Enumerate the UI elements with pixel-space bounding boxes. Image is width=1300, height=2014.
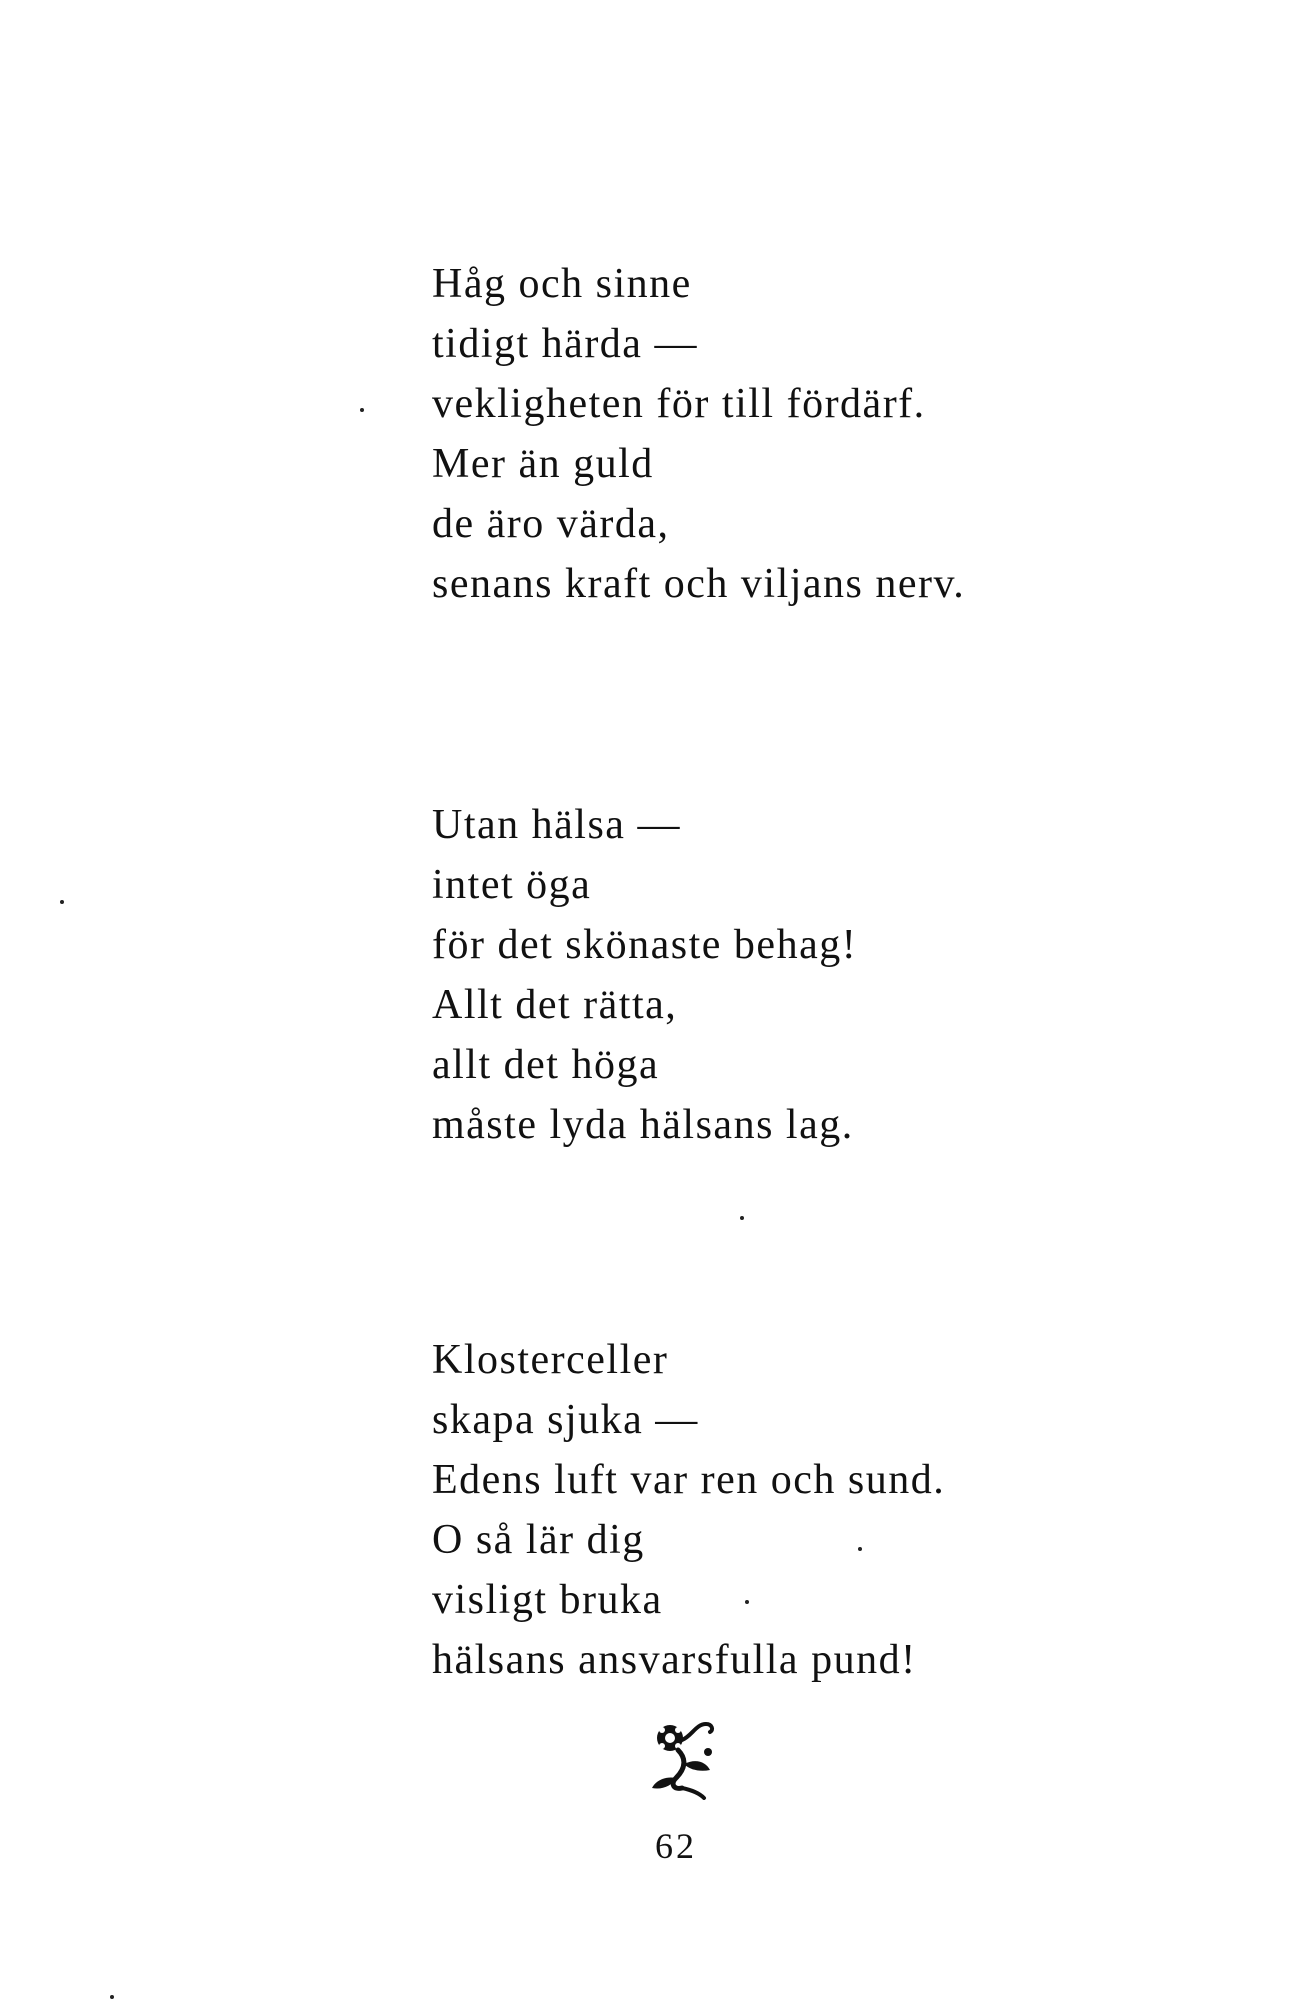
poem-line: senans kraft och viljans nerv.: [432, 561, 966, 607]
poem-line: vekligheten för till fördärf.: [432, 381, 926, 427]
stanza-1: [432, 254, 965, 614]
scan-speck: [360, 408, 364, 412]
poem-line: för det skönaste behag!: [432, 922, 858, 968]
poem-line: visligt bruka: [432, 1577, 663, 1623]
poem-line: Håg och sinne: [432, 261, 692, 307]
stanza-3: [432, 1330, 945, 1690]
scan-speck: [740, 1216, 744, 1220]
poem-line: allt det höga: [432, 1042, 660, 1088]
scan-speck: [858, 1547, 862, 1551]
floral-vignette-icon: [648, 1718, 724, 1800]
poem-line: Mer än guld: [432, 441, 654, 487]
poem-line: Utan hälsa —: [432, 802, 681, 848]
scan-speck: [745, 1600, 749, 1604]
poem-line: intet öga: [432, 862, 592, 908]
poem-line: O så lär dig: [432, 1517, 645, 1563]
poem-line: tidigt härda —: [432, 321, 698, 367]
poem-line: hälsans ansvarsfulla pund!: [432, 1637, 917, 1683]
poem-line: måste lyda hälsans lag.: [432, 1102, 854, 1148]
scan-speck: [110, 1995, 114, 1999]
poem-line: skapa sjuka —: [432, 1397, 699, 1443]
page-number: 62: [655, 1826, 697, 1866]
poem-line: de äro värda,: [432, 501, 670, 547]
scan-speck: [60, 900, 64, 904]
poem-line: Allt det rätta,: [432, 982, 678, 1028]
poem-line: Edens luft var ren och sund.: [432, 1457, 946, 1503]
poem-line: Klosterceller: [432, 1337, 669, 1383]
stanza-2: [432, 795, 857, 1155]
